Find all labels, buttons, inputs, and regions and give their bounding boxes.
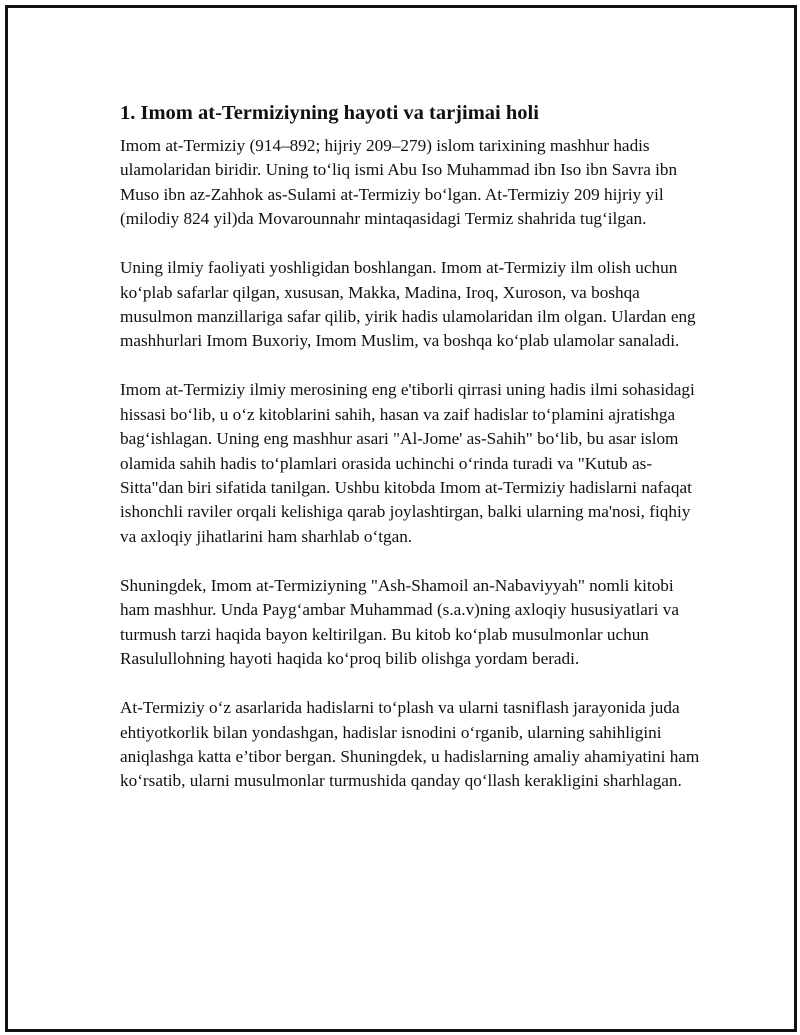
paragraph-shamoil: Shuningdek, Imom at-Termiziyning "Ash-Shamoil an-Nabaviyyah" nomli kitobi ham mashhur. Unda Payg‘ambar Muhammad (s.a.v)ning axloqiy hususiyatlari va turmush tarzi haqida bayon keltirilgan. Bu kitob ko‘plab musulmonlar uchun Rasulullohning hayoti haqida ko‘proq bilib olishga yordam beradi. [120, 575, 679, 669]
paragraph-scholarly-activity: Uning ilmiy faoliyati yoshligidan boshlangan. Imom at-Termiziy ilm olish uchun ko‘plab safarlar qilgan, xususan, Makka, Madina, Iroq, Xuroson, va boshqa musulmon manzillariga safar qilib, yirik hadis ulamolaridan ilm olgan. Ulardan eng mashhurlari Imom Buxoriy, Imom Muslim, va boshqa ko‘plab ulamolar sanaladi. [120, 258, 696, 351]
paragraph-methodology: At-Termiziy o‘z asarlarida hadislarni to‘plash va ularni tasniflash jarayonida juda ehtiyotkorlik bilan yondashgan, hadislar isnodini o‘rganib, ularning sahihligini aniqlashga katta e’tibor bergan. Shuningdek, u hadislarning amaliy ahamiyatini ham ko‘rsatib, ularni musulmonlar turmushida qanday qo‘llash kerakligini sharhlagan. [120, 698, 700, 791]
document-body [120, 100, 700, 818]
section-heading: 1. Imom at-Termiziyning hayoti va tarjimai holi [120, 102, 539, 124]
page-frame [5, 5, 797, 1032]
paragraph-biography: Imom at-Termiziy (914–892; hijriy 209–279) islom tarixining mashhur hadis ulamolaridan biridir. Uning to‘liq ismi Abu Iso Muhammad ibn Iso ibn Savra ibn Muso ibn az-Zahhok as-Sulami at-Termiziy bo‘lgan. At-Termiziy 209 hijriy yil (milodiy 824 yil)da Movarounnahr mintaqasidagi Termiz shahrida tug‘ilgan. [120, 136, 678, 229]
paragraph-hadith-legacy: Imom at-Termiziy ilmiy merosining eng e'tiborli qirrasi uning hadis ilmi sohasidagi hissasi bo‘lib, u o‘z kitoblarini sahih, hasan va zaif hadislar to‘plamini ajratishga bag‘ishlagan. Uning eng mashhur asari "Al-Jome' as-Sahih" bo‘lib, bu asar islom olamida sahih hadis to‘plamlari orasida uchinchi o‘rinda turadi va "Kutub as-Sitta"dan biri sifatida tanilgan. Ushbu kitobda Imom at-Termiziy hadislarni nafaqat ishonchli raviler orqali kelishiga qarab joylashtirgan, balki ularning ma'nosi, fiqhiy va axloqiy jihatlarini ham sharhlab o‘tgan. [120, 380, 695, 546]
